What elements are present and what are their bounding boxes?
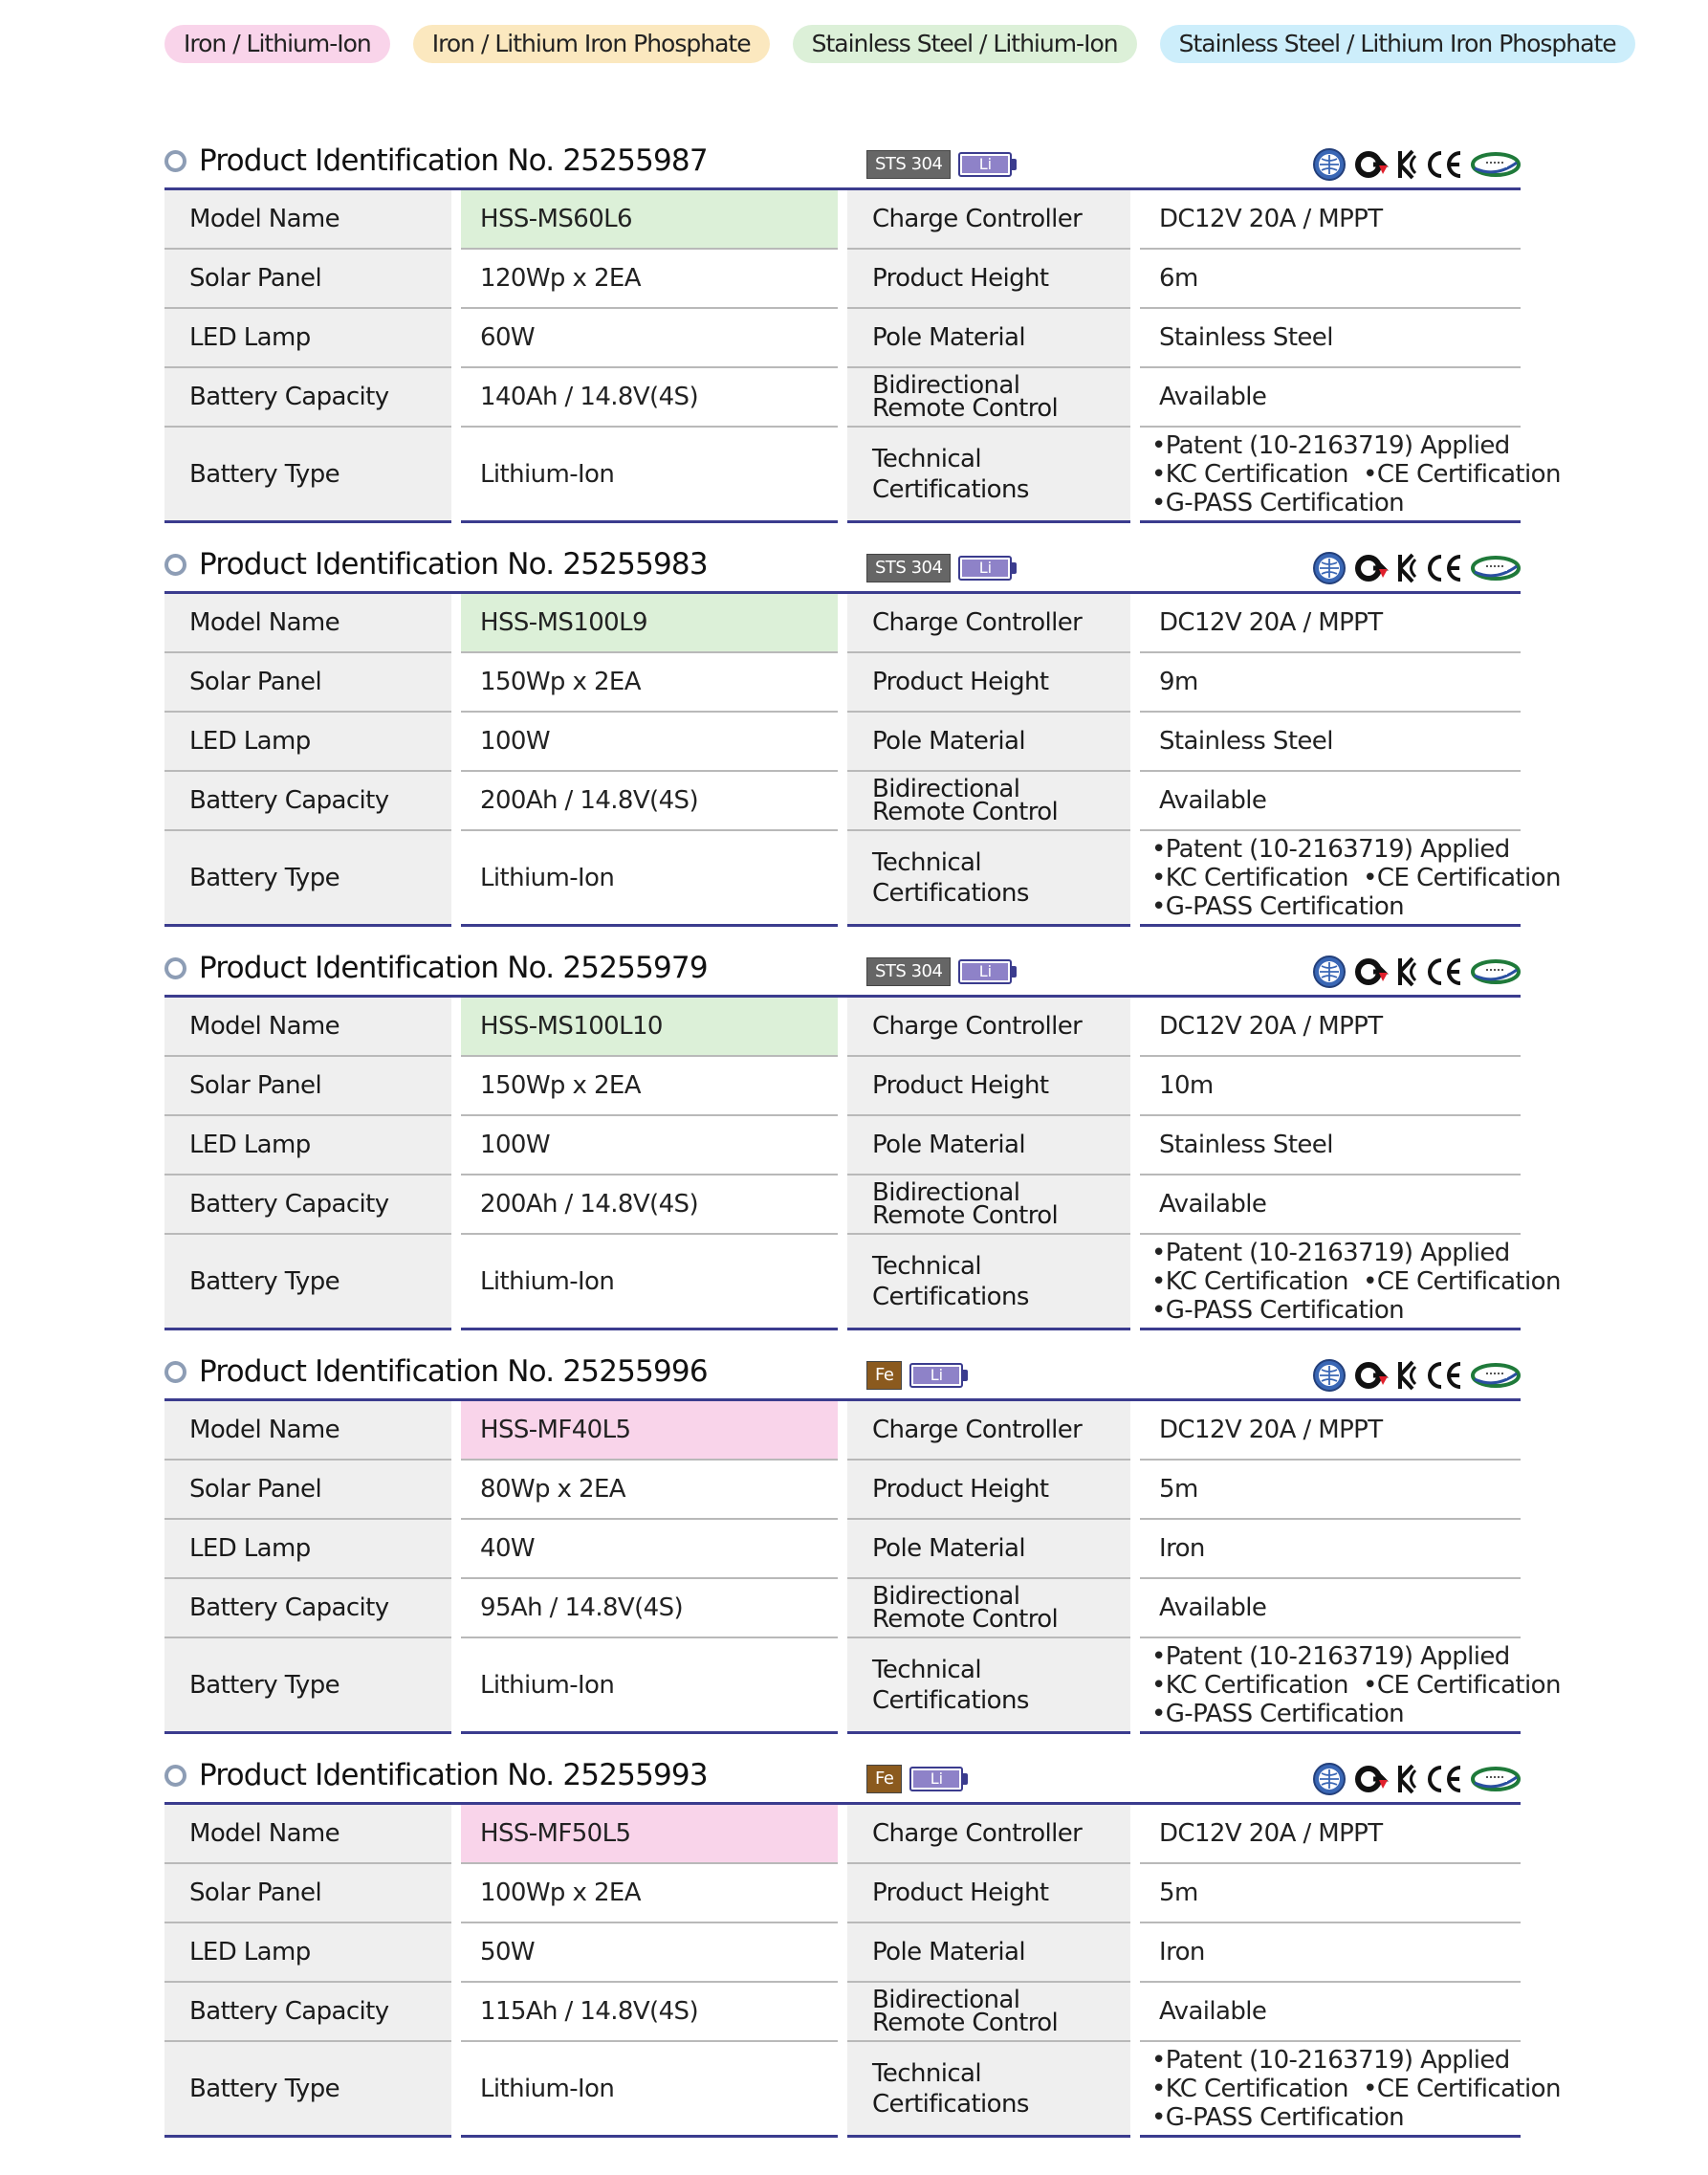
table-row xyxy=(164,367,1521,427)
table-row xyxy=(164,594,1521,652)
gpp-logo-icon xyxy=(1471,956,1521,987)
certifications-value xyxy=(1140,427,1561,522)
label-battery-type: Battery Type xyxy=(164,1234,451,1329)
gpass-icon xyxy=(1312,147,1347,182)
battery-tag-icon xyxy=(958,959,1017,984)
certification-icons xyxy=(1312,1358,1521,1393)
label-led-lamp: LED Lamp xyxy=(164,712,451,771)
ce-mark-icon xyxy=(1425,956,1463,987)
cert-kc-ce: •KC Certification •CE Certification xyxy=(1151,459,1561,489)
kc-mark-icon xyxy=(1396,552,1417,584)
product-list xyxy=(164,140,1561,2158)
label-technical-line1: Technical xyxy=(872,1251,981,1281)
product-tags xyxy=(866,957,1017,986)
pole-material-value: Stainless Steel xyxy=(1140,712,1521,771)
product-tags xyxy=(866,1765,968,1793)
material-tag: STS 304 xyxy=(866,957,951,986)
table-row xyxy=(164,830,1521,926)
label-technical-line2: Certifications xyxy=(872,1282,1029,1311)
product-header xyxy=(164,140,1521,190)
product-title: Product Identification No. 25255983 xyxy=(199,547,708,582)
cert-patent: •Patent (10-2163719) Applied xyxy=(1151,834,1510,864)
ce-mark-icon xyxy=(1425,149,1463,180)
label-battery-type: Battery Type xyxy=(164,1637,451,1733)
label-led-lamp: LED Lamp xyxy=(164,1922,451,1982)
label-product-height: Product Height xyxy=(847,1056,1130,1115)
certifications-value xyxy=(1140,1637,1561,1733)
cert-patent: •Patent (10-2163719) Applied xyxy=(1151,1238,1510,1267)
ring-bullet-icon xyxy=(164,1361,186,1383)
spec-table xyxy=(164,1805,1561,2138)
label-technical-certifications xyxy=(847,830,1130,926)
label-remote-control xyxy=(847,1578,1130,1637)
solar-panel-value: 150Wp x 2EA xyxy=(461,652,838,712)
ce-mark-icon xyxy=(1425,1764,1463,1794)
battery-cap xyxy=(963,1773,968,1785)
pole-material-value: Iron xyxy=(1140,1922,1521,1982)
label-charge-controller: Charge Controller xyxy=(847,998,1130,1056)
label-technical-line1: Technical xyxy=(872,2058,981,2088)
product-tags xyxy=(866,554,1017,582)
product-header xyxy=(164,543,1521,594)
gpp-logo-icon xyxy=(1471,1764,1521,1794)
label-remote-control-line2: Remote Control xyxy=(872,394,1059,423)
label-charge-controller: Charge Controller xyxy=(847,1401,1130,1460)
cert-gpass: •G-PASS Certification xyxy=(1151,488,1405,517)
label-technical-certifications xyxy=(847,2041,1130,2137)
remote-control-value: Available xyxy=(1140,1982,1521,2041)
q-mark-icon xyxy=(1354,1359,1389,1392)
led-lamp-value: 50W xyxy=(461,1922,838,1982)
table-row xyxy=(164,249,1521,308)
charge-controller-value: DC12V 20A / MPPT xyxy=(1140,998,1521,1056)
label-remote-control-line1: Bidirectional xyxy=(872,1178,1020,1207)
ring-bullet-icon xyxy=(164,150,186,172)
label-charge-controller: Charge Controller xyxy=(847,594,1130,652)
battery-type-value: Lithium-Ion xyxy=(461,1234,838,1329)
table-row xyxy=(164,1175,1521,1234)
q-mark-icon xyxy=(1354,552,1389,584)
ring-bullet-icon xyxy=(164,1765,186,1787)
product-card xyxy=(164,543,1561,939)
product-card xyxy=(164,140,1561,536)
battery-capacity-value: 200Ah / 14.8V(4S) xyxy=(461,1175,838,1234)
remote-control-value: Available xyxy=(1140,1578,1521,1637)
gpp-logo-icon xyxy=(1471,1360,1521,1391)
table-row xyxy=(164,1056,1521,1115)
battery-body xyxy=(909,1767,963,1791)
cert-gpass: •G-PASS Certification xyxy=(1151,891,1405,921)
charge-controller-value: DC12V 20A / MPPT xyxy=(1140,594,1521,652)
kc-mark-icon xyxy=(1396,956,1417,988)
solar-panel-value: 120Wp x 2EA xyxy=(461,249,838,308)
ring-bullet-icon xyxy=(164,957,186,979)
q-mark-icon xyxy=(1354,1763,1389,1795)
kc-mark-icon xyxy=(1396,1763,1417,1795)
label-pole-material: Pole Material xyxy=(847,1519,1130,1578)
label-solar-panel: Solar Panel xyxy=(164,1460,451,1519)
product-title: Product Identification No. 25255993 xyxy=(199,1758,708,1792)
battery-cap xyxy=(963,1370,968,1381)
material-tag: Fe xyxy=(866,1765,902,1793)
label-remote-control xyxy=(847,771,1130,830)
table-row xyxy=(164,1115,1521,1175)
certifications-value xyxy=(1140,2041,1561,2137)
product-title: Product Identification No. 25255987 xyxy=(199,143,708,178)
kc-mark-icon xyxy=(1396,148,1417,181)
certifications-value xyxy=(1140,830,1561,926)
table-row xyxy=(164,1234,1521,1329)
label-technical-line1: Technical xyxy=(872,1655,981,1684)
battery-cap xyxy=(1012,562,1017,574)
label-remote-control-line1: Bidirectional xyxy=(872,775,1020,803)
pole-material-value: Stainless Steel xyxy=(1140,1115,1521,1175)
battery-body xyxy=(958,152,1012,177)
label-pole-material: Pole Material xyxy=(847,1922,1130,1982)
table-row xyxy=(164,712,1521,771)
battery-tag-label: Li xyxy=(962,156,1008,173)
label-technical-line2: Certifications xyxy=(872,474,1029,504)
battery-type-value: Lithium-Ion xyxy=(461,1637,838,1733)
ce-mark-icon xyxy=(1425,1360,1463,1391)
label-solar-panel: Solar Panel xyxy=(164,652,451,712)
cert-patent: •Patent (10-2163719) Applied xyxy=(1151,2045,1510,2075)
label-product-height: Product Height xyxy=(847,249,1130,308)
label-technical-certifications xyxy=(847,427,1130,522)
label-remote-control-line2: Remote Control xyxy=(872,1605,1059,1634)
label-technical-line1: Technical xyxy=(872,444,981,473)
table-row xyxy=(164,652,1521,712)
table-row xyxy=(164,1460,1521,1519)
cert-gpass: •G-PASS Certification xyxy=(1151,1699,1405,1728)
model-name-value: HSS-MS100L10 xyxy=(461,998,838,1056)
material-legend xyxy=(164,25,1635,63)
label-led-lamp: LED Lamp xyxy=(164,308,451,367)
table-row xyxy=(164,1401,1521,1460)
label-battery-capacity: Battery Capacity xyxy=(164,771,451,830)
label-product-height: Product Height xyxy=(847,1863,1130,1922)
certification-icons xyxy=(1312,1762,1521,1796)
product-header xyxy=(164,1351,1521,1401)
label-solar-panel: Solar Panel xyxy=(164,1056,451,1115)
material-tag: Fe xyxy=(866,1361,902,1390)
label-model-name: Model Name xyxy=(164,190,451,249)
label-remote-control-line2: Remote Control xyxy=(872,798,1059,826)
label-technical-line2: Certifications xyxy=(872,1685,1029,1715)
product-height-value: 10m xyxy=(1140,1056,1521,1115)
table-row xyxy=(164,1922,1521,1982)
label-pole-material: Pole Material xyxy=(847,308,1130,367)
cert-kc-ce: •KC Certification •CE Certification xyxy=(1151,1266,1561,1296)
q-mark-icon xyxy=(1354,956,1389,988)
ring-bullet-icon xyxy=(164,554,186,576)
label-battery-capacity: Battery Capacity xyxy=(164,1578,451,1637)
spec-table xyxy=(164,190,1561,523)
label-remote-control xyxy=(847,1982,1130,2041)
remote-control-value: Available xyxy=(1140,771,1521,830)
product-tags xyxy=(866,1361,968,1390)
table-row xyxy=(164,1982,1521,2041)
battery-tag-icon xyxy=(909,1767,968,1791)
label-pole-material: Pole Material xyxy=(847,712,1130,771)
cert-gpass: •G-PASS Certification xyxy=(1151,1295,1405,1325)
label-battery-type: Battery Type xyxy=(164,2041,451,2137)
battery-cap xyxy=(1012,966,1017,978)
cert-kc-ce: •KC Certification •CE Certification xyxy=(1151,2074,1561,2103)
model-name-value: HSS-MS60L6 xyxy=(461,190,838,249)
label-battery-capacity: Battery Capacity xyxy=(164,1982,451,2041)
product-card xyxy=(164,947,1561,1343)
label-battery-type: Battery Type xyxy=(164,427,451,522)
cert-gpass: •G-PASS Certification xyxy=(1151,2102,1405,2132)
label-pole-material: Pole Material xyxy=(847,1115,1130,1175)
label-model-name: Model Name xyxy=(164,1805,451,1863)
table-row xyxy=(164,190,1521,249)
kc-mark-icon xyxy=(1396,1359,1417,1392)
product-header xyxy=(164,1754,1521,1805)
led-lamp-value: 60W xyxy=(461,308,838,367)
product-title-wrap xyxy=(164,1354,708,1389)
spec-table xyxy=(164,1401,1561,1734)
material-tag: STS 304 xyxy=(866,554,951,582)
charge-controller-value: DC12V 20A / MPPT xyxy=(1140,1805,1521,1863)
product-height-value: 9m xyxy=(1140,652,1521,712)
label-technical-line2: Certifications xyxy=(872,2089,1029,2119)
product-height-value: 5m xyxy=(1140,1863,1521,1922)
product-height-value: 5m xyxy=(1140,1460,1521,1519)
label-charge-controller: Charge Controller xyxy=(847,1805,1130,1863)
model-name-value: HSS-MF50L5 xyxy=(461,1805,838,1863)
product-title: Product Identification No. 25255979 xyxy=(199,951,708,985)
cert-patent: •Patent (10-2163719) Applied xyxy=(1151,1641,1510,1671)
product-tags xyxy=(866,150,1017,179)
battery-type-value: Lithium-Ion xyxy=(461,427,838,522)
product-height-value: 6m xyxy=(1140,249,1521,308)
battery-capacity-value: 95Ah / 14.8V(4S) xyxy=(461,1578,838,1637)
battery-body xyxy=(958,556,1012,581)
solar-panel-value: 100Wp x 2EA xyxy=(461,1863,838,1922)
legend-stainless-lithium-ion: Stainless Steel / Lithium-Ion xyxy=(793,25,1137,63)
battery-type-value: Lithium-Ion xyxy=(461,2041,838,2137)
cert-kc-ce: •KC Certification •CE Certification xyxy=(1151,863,1561,892)
ce-mark-icon xyxy=(1425,553,1463,583)
led-lamp-value: 100W xyxy=(461,712,838,771)
table-row xyxy=(164,1519,1521,1578)
label-technical-line1: Technical xyxy=(872,847,981,877)
label-remote-control-line2: Remote Control xyxy=(872,1201,1059,1230)
certification-icons xyxy=(1312,955,1521,989)
material-tag: STS 304 xyxy=(866,150,951,179)
product-header xyxy=(164,947,1521,998)
certification-icons xyxy=(1312,147,1521,182)
legend-iron-lithium-iron-phosphate: Iron / Lithium Iron Phosphate xyxy=(413,25,770,63)
gpp-logo-icon xyxy=(1471,553,1521,583)
charge-controller-value: DC12V 20A / MPPT xyxy=(1140,1401,1521,1460)
product-card xyxy=(164,1754,1561,2150)
product-title: Product Identification No. 25255996 xyxy=(199,1354,708,1389)
battery-tag-icon xyxy=(909,1363,968,1388)
battery-body xyxy=(909,1363,963,1388)
table-row xyxy=(164,1863,1521,1922)
battery-tag-label: Li xyxy=(913,1770,959,1788)
legend-stainless-lithium-iron-phosphate: Stainless Steel / Lithium Iron Phosphate xyxy=(1160,25,1635,63)
label-solar-panel: Solar Panel xyxy=(164,1863,451,1922)
gpass-icon xyxy=(1312,551,1347,585)
remote-control-value: Available xyxy=(1140,1175,1521,1234)
product-title-wrap xyxy=(164,951,708,985)
gpp-logo-icon xyxy=(1471,149,1521,180)
model-name-value: HSS-MF40L5 xyxy=(461,1401,838,1460)
legend-iron-lithium-ion: Iron / Lithium-Ion xyxy=(164,25,390,63)
label-model-name: Model Name xyxy=(164,998,451,1056)
q-mark-icon xyxy=(1354,148,1389,181)
pole-material-value: Stainless Steel xyxy=(1140,308,1521,367)
gpass-icon xyxy=(1312,955,1347,989)
cert-patent: •Patent (10-2163719) Applied xyxy=(1151,430,1510,460)
charge-controller-value: DC12V 20A / MPPT xyxy=(1140,190,1521,249)
model-name-value: HSS-MS100L9 xyxy=(461,594,838,652)
label-product-height: Product Height xyxy=(847,652,1130,712)
table-row xyxy=(164,1637,1521,1733)
label-battery-type: Battery Type xyxy=(164,830,451,926)
certifications-value xyxy=(1140,1234,1561,1329)
label-led-lamp: LED Lamp xyxy=(164,1115,451,1175)
label-battery-capacity: Battery Capacity xyxy=(164,367,451,427)
remote-control-value: Available xyxy=(1140,367,1521,427)
label-remote-control-line1: Bidirectional xyxy=(872,1582,1020,1611)
label-solar-panel: Solar Panel xyxy=(164,249,451,308)
cert-kc-ce: •KC Certification •CE Certification xyxy=(1151,1670,1561,1700)
table-row xyxy=(164,308,1521,367)
battery-capacity-value: 200Ah / 14.8V(4S) xyxy=(461,771,838,830)
spec-table xyxy=(164,594,1561,927)
label-model-name: Model Name xyxy=(164,594,451,652)
battery-tag-label: Li xyxy=(962,963,1008,980)
label-technical-certifications xyxy=(847,1234,1130,1329)
gpass-icon xyxy=(1312,1358,1347,1393)
pole-material-value: Iron xyxy=(1140,1519,1521,1578)
product-title-wrap xyxy=(164,1758,708,1792)
table-row xyxy=(164,1578,1521,1637)
product-title-wrap xyxy=(164,547,708,582)
solar-panel-value: 150Wp x 2EA xyxy=(461,1056,838,1115)
battery-body xyxy=(958,959,1012,984)
label-remote-control xyxy=(847,367,1130,427)
table-row xyxy=(164,2041,1521,2137)
label-model-name: Model Name xyxy=(164,1401,451,1460)
table-row xyxy=(164,771,1521,830)
battery-tag-icon xyxy=(958,556,1017,581)
led-lamp-value: 100W xyxy=(461,1115,838,1175)
battery-capacity-value: 115Ah / 14.8V(4S) xyxy=(461,1982,838,2041)
battery-tag-label: Li xyxy=(913,1367,959,1384)
product-card xyxy=(164,1351,1561,1747)
battery-tag-icon xyxy=(958,152,1017,177)
label-led-lamp: LED Lamp xyxy=(164,1519,451,1578)
product-title-wrap xyxy=(164,143,708,178)
table-row xyxy=(164,1805,1521,1863)
battery-tag-label: Li xyxy=(962,560,1008,577)
battery-cap xyxy=(1012,159,1017,170)
label-remote-control-line1: Bidirectional xyxy=(872,371,1020,400)
led-lamp-value: 40W xyxy=(461,1519,838,1578)
label-remote-control xyxy=(847,1175,1130,1234)
battery-type-value: Lithium-Ion xyxy=(461,830,838,926)
label-remote-control-line1: Bidirectional xyxy=(872,1986,1020,2014)
table-row xyxy=(164,427,1521,522)
certification-icons xyxy=(1312,551,1521,585)
table-row xyxy=(164,998,1521,1056)
label-remote-control-line2: Remote Control xyxy=(872,2009,1059,2037)
label-battery-capacity: Battery Capacity xyxy=(164,1175,451,1234)
label-technical-certifications xyxy=(847,1637,1130,1733)
solar-panel-value: 80Wp x 2EA xyxy=(461,1460,838,1519)
label-technical-line2: Certifications xyxy=(872,878,1029,908)
label-charge-controller: Charge Controller xyxy=(847,190,1130,249)
label-product-height: Product Height xyxy=(847,1460,1130,1519)
spec-table xyxy=(164,998,1561,1330)
battery-capacity-value: 140Ah / 14.8V(4S) xyxy=(461,367,838,427)
gpass-icon xyxy=(1312,1762,1347,1796)
